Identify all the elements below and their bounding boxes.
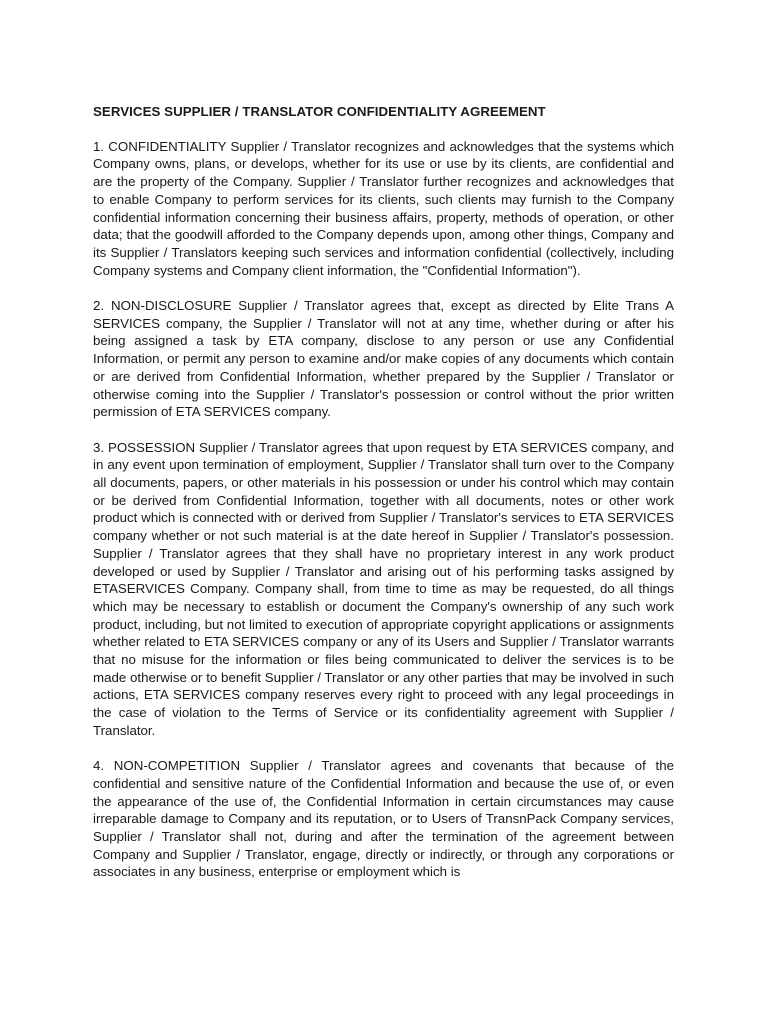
document-page: [93, 103, 674, 899]
section-confidentiality: 1. CONFIDENTIALITY Supplier / Translator recognizes and acknowledges that the systems which Company owns, plans, or develops, whether for its use or use by its clients, are confidential and are the property of the Company. Supplier / Translator further recognizes and acknowledges that to enable Company to perform services for its clients, such clients may furnish to the Company confidential information concerning their business affairs, property, methods of operation, or other data; that the goodwill afforded to the Company depends upon, among other things, Company and its Supplier / Translators keeping such services and information confidential (collectively, including Company systems and Company client information, the "Confidential Information").: [93, 138, 674, 278]
section-possession: 3. POSSESSION Supplier / Translator agrees that upon request by ETA SERVICES company, and in any event upon termination of employment, Supplier / Translator shall turn over to the Company all documents, papers, or other materials in his possession or under his control which may contain or be derived from Confidential Information, together with all documents, notes or other work product which is connected with or derived from Supplier / Translator's services to ETA SERVICES company whether or not such material is at the date hereof in Supplier / Translator's possession. Supplier / Translator agrees that they shall have no proprietary interest in any work product developed or used by Supplier / Translator and arising out of his performing tasks assigned by ETASERVICES Company. Company shall, from time to time as may be requested, do all things which may be necessary to establish or document the Company's ownership of any such work product, including, but not limited to execution of appropriate copyright applications or assignments whether related to ETA SERVICES company or any of its Users and Supplier / Translator warrants that no misuse for the information or files being communicated to deliver the services is to be made otherwise or to benefit Supplier / Translator or any other parties that may be involved in such actions, ETA SERVICES company reserves every right to proceed with any legal proceedings in the case of violation to the Terms of Service or its confidentiality agreement with Supplier / Translator.: [93, 439, 674, 738]
section-non-disclosure: 2. NON-DISCLOSURE Supplier / Translator agrees that, except as directed by Elite Trans A SERVICES company, the Supplier / Translator will not at any time, whether during or after his being assigned a task by ETA company, disclose to any person or use any Confidential Information, or permit any person to examine and/or make copies of any documents which contain or are derived from Confidential Information, whether prepared by the Supplier / Translator or otherwise coming into the Supplier / Translator's possession or control without the prior written permission of ETA SERVICES company.: [93, 298, 674, 420]
section-non-competition: 4. NON-COMPETITION Supplier / Translator agrees and covenants that because of the confidential and sensitive nature of the Confidential Information and because the use of, or even the appearance of the use of, the Confidential Information in certain circumstances may cause irreparable damage to Company and its reputation, or to Users of TransnPack Company services, Supplier / Translator shall not, during and after the termination of the agreement between Company and Supplier / Translator, engage, directly or indirectly, or through any corporations or associates in any business, enterprise or employment which is: [93, 758, 674, 880]
document-title: SERVICES SUPPLIER / TRANSLATOR CONFIDENTIALITY AGREEMENT: [93, 104, 546, 119]
